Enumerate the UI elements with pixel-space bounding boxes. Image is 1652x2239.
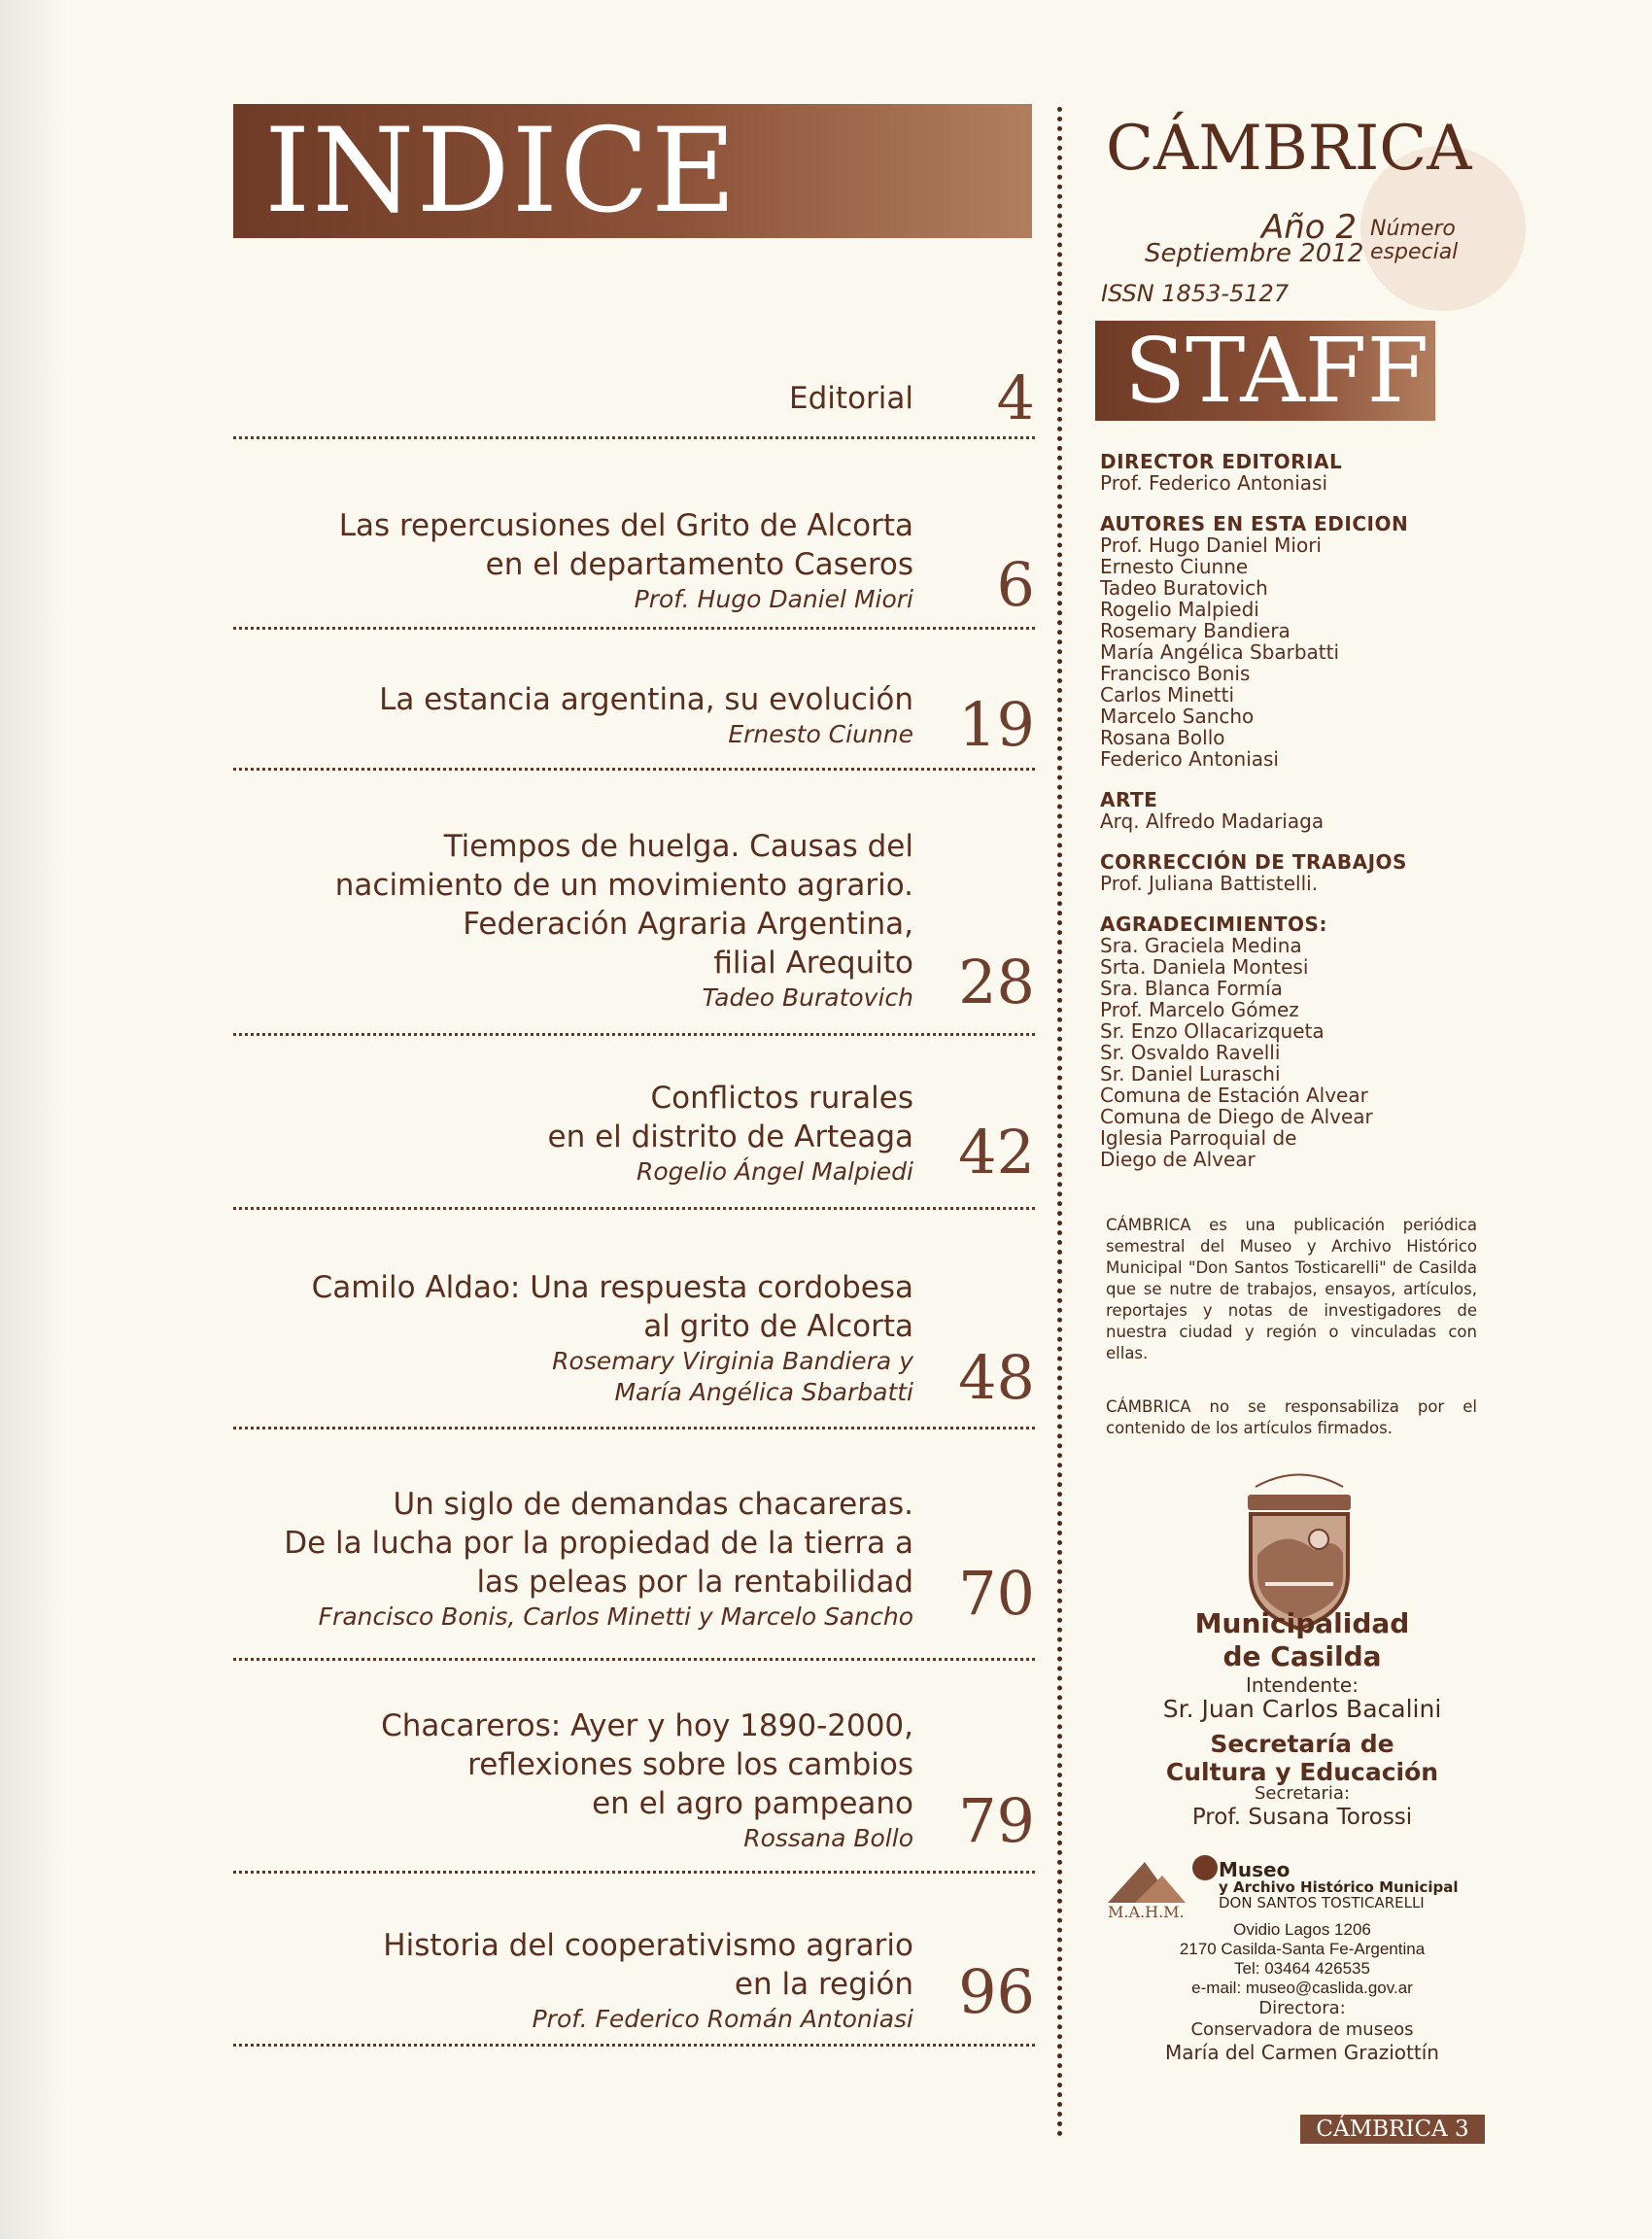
secretariat-name — [1098, 1730, 1506, 1786]
museum-logo-icon — [1106, 1852, 1222, 1911]
director-label: Directora: — [1258, 1998, 1346, 2018]
toc-entry[interactable] — [233, 506, 913, 615]
toc-entry-title: Un siglo de demandas chacareras. — [393, 1487, 913, 1522]
toc-entry-title: al grito de Alcorta — [643, 1309, 913, 1344]
staff-section — [1100, 913, 1508, 1170]
special-issue-line: Número — [1370, 217, 1456, 241]
toc-separator — [233, 1207, 1035, 1210]
staff-section — [1100, 513, 1508, 770]
staff-name: Rogelio Malpiedi — [1100, 598, 1259, 621]
toc-separator — [233, 1658, 1035, 1661]
toc-entry[interactable] — [233, 1706, 913, 1854]
museum-acronym: M.A.H.M. — [1108, 1903, 1185, 1921]
staff-name: Prof. Marcelo Gómez — [1100, 998, 1299, 1021]
toc-page-number[interactable]: 79 — [958, 1785, 1035, 1856]
museum-email[interactable]: e-mail: museo@caslida.gov.ar — [1191, 1979, 1413, 1997]
toc-entry-title: Tiempos de huelga. Causas del — [443, 829, 913, 864]
toc-entry-title: en la región — [734, 1967, 913, 2002]
toc-page-number[interactable]: 28 — [958, 947, 1035, 1017]
municipality-name-line: Municipalidad — [1194, 1607, 1410, 1639]
toc-page-number[interactable]: 48 — [958, 1342, 1035, 1413]
staff-name: Arq. Alfredo Madariaga — [1100, 809, 1325, 833]
toc-entry-author: María Angélica Sbarbatti — [614, 1378, 913, 1406]
mayor-label: Intendente: — [1246, 1673, 1359, 1697]
toc-entry[interactable] — [233, 827, 913, 1014]
staff-name: María Angélica Sbarbatti — [1100, 640, 1340, 664]
toc-entry-title: en el agro pampeano — [592, 1786, 913, 1821]
staff-section — [1100, 451, 1508, 494]
toc-entry-author: Prof. Hugo Daniel Miori — [634, 585, 913, 613]
toc-entry-author: Rogelio Ángel Malpiedi — [637, 1157, 913, 1186]
staff-name: Francisco Bonis — [1100, 662, 1251, 685]
staff-name: Sra. Blanca Formía — [1100, 977, 1283, 1000]
mayor-name: Sr. Juan Carlos Bacalini — [1162, 1695, 1442, 1723]
staff-title: STAFF — [1124, 319, 1429, 423]
staff-name: Rosemary Bandiera — [1100, 619, 1291, 642]
toc-entry[interactable] — [233, 1485, 913, 1633]
toc-entry-title: Conflictos rurales — [650, 1081, 913, 1116]
toc-entry-title: en el departamento Caseros — [485, 547, 913, 582]
toc-entry[interactable] — [233, 680, 913, 750]
secretariat-line: Cultura y Educación — [1165, 1758, 1439, 1786]
staff-name: Carlos Minetti — [1100, 683, 1235, 706]
staff-name: Srta. Daniela Montesi — [1100, 955, 1309, 979]
staff-name: Comuna de Diego de Alvear — [1100, 1105, 1373, 1128]
staff-list — [1100, 451, 1508, 1189]
toc-entry-title: nacimiento de un movimiento agrario. — [334, 868, 913, 903]
staff-name: Prof. Juliana Battistelli. — [1100, 872, 1319, 895]
staff-name: Marcelo Sancho — [1100, 705, 1255, 728]
toc-entry-title: Editorial — [789, 381, 913, 416]
toc-entry[interactable] — [233, 1926, 913, 2035]
staff-section — [1100, 789, 1508, 832]
special-issue-label — [1370, 218, 1458, 264]
toc-page-number[interactable]: 70 — [958, 1558, 1035, 1629]
director-name: María del Carmen Graziottín — [1165, 2041, 1439, 2064]
staff-section — [1100, 851, 1508, 894]
staff-name: Federico Antoniasi — [1100, 747, 1279, 771]
index-title: INDICE — [264, 104, 739, 239]
toc-entry-author: Ernesto Ciunne — [728, 720, 913, 748]
toc-separator — [233, 627, 1035, 630]
page-spine-shadow — [0, 0, 68, 2239]
staff-section-heading: DIRECTOR EDITORIAL — [1100, 450, 1343, 473]
municipality-name — [1098, 1607, 1506, 1673]
toc-entry-author: Rossana Bollo — [743, 1824, 913, 1852]
staff-name: Prof. Hugo Daniel Miori — [1100, 534, 1322, 557]
staff-name: Sr. Daniel Luraschi — [1100, 1062, 1281, 1085]
toc-page-number[interactable]: 42 — [958, 1117, 1035, 1188]
toc-entry-title: reflexiones sobre los cambios — [467, 1747, 913, 1782]
staff-name: Sr. Enzo Ollacarizqueta — [1100, 1019, 1325, 1043]
disclaimer-note: CÁMBRICA no se responsabiliza por el contenido de los artículos firmados. — [1106, 1397, 1477, 1437]
staff-name: Comuna de Estación Alvear — [1100, 1084, 1368, 1107]
magazine-year: Año 2 — [1261, 208, 1358, 247]
issn: ISSN 1853-5127 — [1101, 280, 1290, 307]
toc-separator — [233, 768, 1035, 771]
toc-separator — [233, 1871, 1035, 1874]
staff-name: Sra. Graciela Medina — [1100, 934, 1302, 957]
toc-page-number[interactable]: 6 — [996, 549, 1035, 620]
museum-city: 2170 Casilda-Santa Fe-Argentina — [1179, 1940, 1426, 1958]
toc-entry-title: La estancia argentina, su evolución — [379, 682, 913, 717]
toc-entry-author: Francisco Bonis, Carlos Minetti y Marcelo Sancho — [318, 1602, 913, 1631]
secretary-name: Prof. Susana Torossi — [1191, 1805, 1413, 1830]
toc-entry-title: Historia del cooperativismo agrario — [383, 1928, 913, 1963]
staff-name: Diego de Alvear — [1100, 1148, 1256, 1171]
staff-name: Ernesto Ciunne — [1100, 555, 1249, 578]
toc-entry-title: De la lucha por la propiedad de la tierra a — [284, 1526, 913, 1561]
toc-entry[interactable] — [233, 1079, 913, 1188]
toc-entry-title: Federación Agraria Argentina, — [463, 907, 913, 942]
staff-section-heading: ARTE — [1100, 788, 1158, 811]
toc-entry-author: Tadeo Buratovich — [702, 983, 913, 1012]
municipality-name-line: de Casilda — [1222, 1640, 1382, 1672]
staff-name: Prof. Federico Antoniasi — [1100, 471, 1328, 495]
publication-note: CÁMBRICA es una publicación periódica semestral del Museo y Archivo Histórico Municipal "Don Santos Tosticarelli" de Casilda que se nutre de trabajos, ensayos, artículos, reportajes y notas de investigadores de nuestra ciudad y región o vinculadas con ellas. — [1106, 1216, 1477, 1362]
director-title: Conservadora de museos — [1190, 2019, 1414, 2040]
museum-phone: Tel: 03464 426535 — [1234, 1959, 1370, 1978]
staff-section-heading: CORRECCIÓN DE TRABAJOS — [1100, 850, 1407, 874]
toc-separator — [233, 2044, 1035, 2047]
magazine-title: CÁMBRICA — [1106, 113, 1472, 185]
toc-page-number[interactable]: 19 — [958, 689, 1035, 760]
toc-entry-title: Las repercusiones del Grito de Alcorta — [338, 508, 913, 543]
secretary-label: Secretaria: — [1254, 1783, 1351, 1804]
toc-entry-author: Prof. Federico Román Antoniasi — [532, 2005, 913, 2033]
toc-page-number[interactable]: 4 — [996, 362, 1035, 433]
toc-entry-title: Chacareros: Ayer y hoy 1890-2000, — [381, 1708, 913, 1743]
toc-entry-title: Camilo Aldao: Una respuesta cordobesa — [311, 1270, 913, 1305]
toc-entry-title: filial Arequito — [713, 946, 913, 981]
toc-separator — [233, 436, 1035, 439]
toc-entry[interactable] — [233, 1268, 913, 1408]
staff-section-heading: AGRADECIMIENTOS: — [1100, 913, 1327, 936]
museum-subtitle-2: DON SANTOS TOSTICARELLI — [1219, 1894, 1425, 1912]
page-footer: CÁMBRICA 3 — [1316, 2117, 1469, 2142]
toc-entry-title: las peleas por la rentabilidad — [476, 1565, 913, 1600]
staff-section-heading: AUTORES EN ESTA EDICION — [1100, 512, 1409, 535]
staff-name: Iglesia Parroquial de — [1100, 1126, 1297, 1150]
toc-page-number[interactable]: 96 — [958, 1956, 1035, 2027]
staff-name: Tadeo Buratovich — [1100, 576, 1268, 600]
secretariat-line: Secretaría de — [1210, 1730, 1394, 1758]
toc-entry-title: en el distrito de Arteaga — [547, 1120, 913, 1154]
museum-subtitle: y Archivo Histórico Municipal — [1219, 1878, 1459, 1896]
staff-name: Rosana Bollo — [1100, 726, 1225, 749]
special-issue-line: especial — [1370, 240, 1459, 264]
magazine-date: Septiembre 2012 — [1145, 239, 1364, 268]
column-divider — [1057, 107, 1062, 2138]
museum-address: Ovidio Lagos 1206 — [1233, 1920, 1371, 1939]
toc-entry[interactable] — [233, 379, 913, 418]
toc-separator — [233, 1427, 1035, 1430]
toc-separator — [233, 1033, 1035, 1036]
toc-entry-author: Rosemary Virginia Bandiera y — [552, 1347, 913, 1375]
staff-name: Sr. Osvaldo Ravelli — [1100, 1041, 1281, 1064]
museum-name: Museo — [1219, 1858, 1291, 1881]
